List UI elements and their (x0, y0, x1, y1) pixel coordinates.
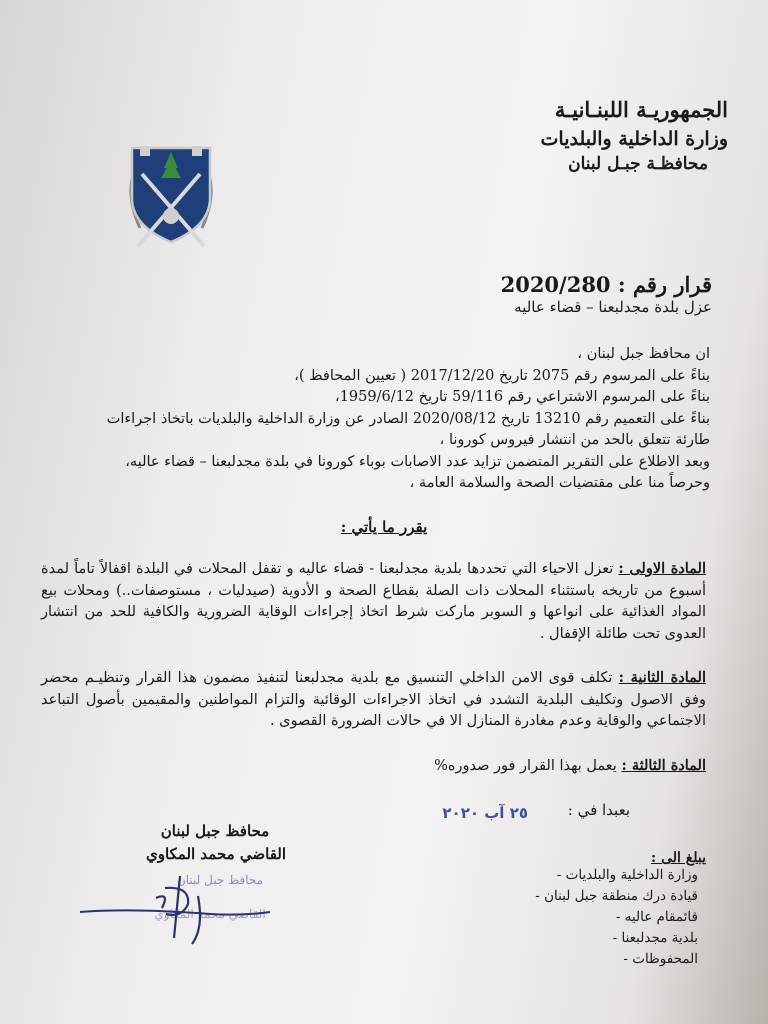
security-forces-emblem-icon (118, 138, 224, 254)
article-label: المادة الثانية : (618, 669, 706, 686)
governorate-title: محافظـة جبـل لبنان (568, 154, 708, 174)
preamble-line: بناءً على المرسوم رقم 2075 تاريخ 2017/12/20 ( تعيين المحافظ )، (294, 367, 710, 384)
recipient-item: وزارة الداخلية والبلديات - (535, 865, 698, 886)
article-1 (41, 558, 706, 645)
article-3 (41, 755, 706, 778)
svg-text:محافظ جبل لبنان: محافظ جبل لبنان (176, 873, 264, 887)
preamble-line: وحرصاً منا على مقتضيات الصحة والسلامة العامة ، (409, 475, 710, 491)
article-text: تعزل الاحياء التي تحددها بلدية مجدلبعنا - قضاء عاليه و تقفل المحلات في البلدة اقفالاً تاماً لمدة أسبوع من تاريخه باستثناء المحلات ذات الصلة بقطاع الصحة و الأدوية (صيدليات ، مستوصفات..) ومحلات بيع المواد الغذائية على انواعها و السوبر ماركت شرط اتخاذ إجراءات الوقاية الضرورية والكافية للحد من انتشار العدوى تحت طائلة الإقفال . (41, 561, 706, 642)
decision-number: قرار رقم : 2020/280 (500, 272, 712, 297)
preamble-line: طارئة تتعلق بالحد من انتشار فيروس كورونا ، (439, 432, 710, 448)
recipient-item: قائمقام عاليه - (535, 907, 698, 928)
svg-text:القاضي محمد المكاوي: القاضي محمد المكاوي (154, 907, 266, 921)
preamble-line: وبعد الاطلاع على التقرير المتضمن تزايد عدد الاصابات بوباء كورونا في بلدة مجدلبعنا – قضاء عاليه، (125, 453, 710, 470)
recipient-item: المحفوظات - (535, 949, 698, 970)
issued-date: ٢٥ آب ٢٠٢٠ (442, 804, 528, 822)
recipient-item: بلدية مجدلبعنا - (535, 928, 698, 949)
ministry-title: وزارة الداخلية والبلديات (540, 128, 728, 150)
preamble (50, 344, 710, 495)
notify-label: يبلغ الى : (651, 850, 706, 866)
signature-stamp (70, 868, 280, 948)
recipients-list (535, 865, 698, 970)
article-text: تكلف قوى الامن الداخلي التنسيق مع بلدية مجدلبعنا لتنفيذ مضمون هذا القرار وتنظيـم محضر وفق الاصول وتكليف البلدية التشدد في اتخاذ الاجراءات الوقائية والتزام المواطنين والمقيمين بأصول التباعد الاجتماعي والوقاية وعدم مغادرة المنازل الا في حالات الضرورة القصوى . (41, 670, 706, 729)
decides-heading: يقرر ما يأتي : (340, 518, 428, 536)
article-2 (41, 667, 706, 733)
signatory-name: القاضي محمد المكاوي (145, 845, 287, 863)
preamble-line: بناءً على التعميم رقم 13210 تاريخ 2020/08/12 الصادر عن وزارة الداخلية والبلديات باتخاذ اجراءات (106, 410, 710, 427)
signatory-title: محافظ جبل لبنان (160, 822, 270, 840)
article-text: يعمل بهذا القرار فور صدوره% (434, 758, 622, 774)
preamble-line: بناءً على المرسوم الاشتراعي رقم 59/116 تاريخ 1959/6/12، (335, 389, 710, 405)
issued-place: بعبدا في : (567, 801, 630, 819)
article-label: المادة الاولى : (618, 560, 706, 577)
recipient-item: قيادة درك منطقة جبل لبنان - (535, 886, 698, 907)
preamble-line: ان محافظ جبل لبنان ، (577, 346, 710, 362)
republic-title: الجمهوريـة اللبنـانيـة (554, 97, 728, 122)
article-label: المادة الثالثة : (621, 757, 706, 774)
decision-subject: عزل بلدة مجدلبعنا – قضاء عاليه (514, 298, 712, 316)
